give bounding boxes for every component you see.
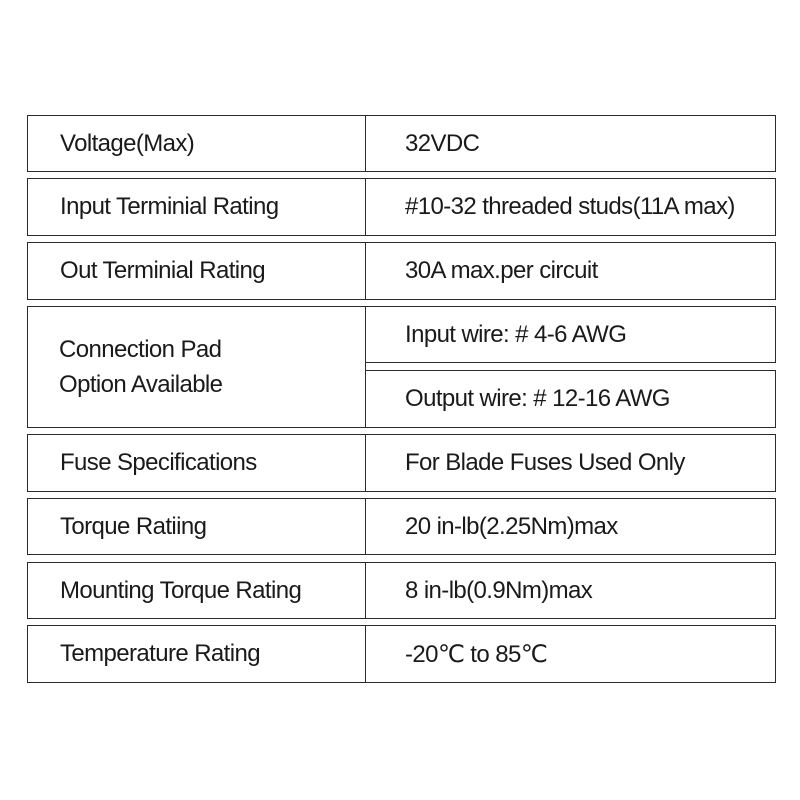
spec-value-text: 8 in-lb(0.9Nm)max [405,576,593,604]
spec-label [27,434,366,492]
spec-label-text: Fuse Specifications [60,449,257,476]
spec-label [27,178,366,236]
spec-label-text: Temperature Rating [60,640,260,667]
spec-value [365,115,776,172]
spec-value-text: 30A max.per circuit [405,257,598,284]
spec-value-text: 20 in-lb(2.25Nm)max [405,512,618,540]
spec-value [365,434,776,492]
spec-value [365,625,776,683]
spec-value-input-wire [365,306,776,363]
spec-value-text: 32VDC [405,129,480,157]
spec-label-line: Option Available [59,371,223,398]
spec-label-text: Torque Ratiing [60,512,207,540]
spec-value-text: #10-32 threaded studs(11A max) [405,193,735,220]
spec-label [27,562,366,619]
spec-label-text: Input Terminial Rating [60,193,279,220]
spec-value [365,178,776,236]
spec-value-text: Output wire: # 12-16 AWG [405,385,670,412]
spec-label [27,306,366,428]
spec-label-text: Voltage(Max) [60,129,195,157]
spec-label [27,498,366,555]
spec-value-text: For Blade Fuses Used Only [405,449,685,476]
spec-value [365,242,776,300]
spec-label-line: Connection Pad [59,336,222,363]
spec-value-text: -20℃ to 85℃ [405,640,548,668]
spec-label [27,242,366,300]
spec-label-text: Out Terminial Rating [60,257,265,284]
spec-value [365,498,776,555]
spec-value-text: Input wire: # 4-6 AWG [405,320,627,348]
spec-value-output-wire [365,370,776,428]
spec-label-text: Mounting Torque Rating [60,576,302,604]
spec-label [27,115,366,172]
spec-value [365,562,776,619]
spec-label [27,625,366,683]
